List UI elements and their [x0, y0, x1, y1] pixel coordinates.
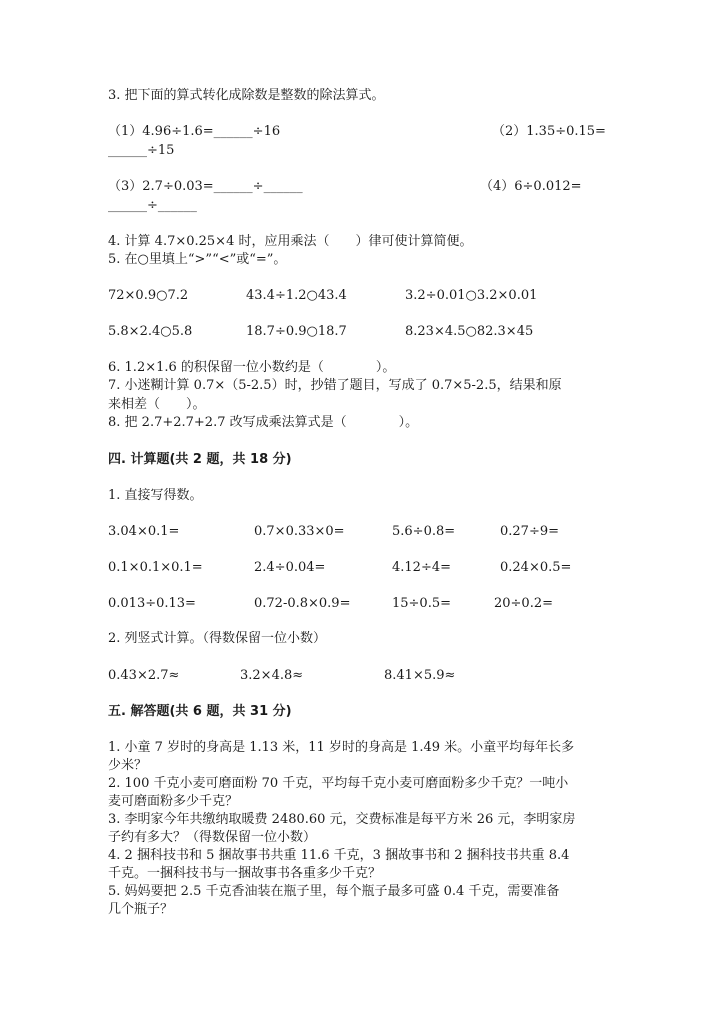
- q5-r2-c2: 18.7÷0.9○18.7: [246, 324, 347, 339]
- calc-r1-c2: 0.7×0.33×0=: [254, 524, 345, 539]
- calc-r1-c1: 3.04×0.1=: [108, 524, 180, 539]
- word-problem-line: 少米？: [108, 758, 148, 773]
- q3-item-4-a: （4）6÷0.012=: [480, 179, 582, 194]
- section-4-heading: 四. 计算题(共 2 题，共 18 分): [108, 452, 292, 467]
- q3-title: 3. 把下面的算式转化成除数是整数的除法算式。: [108, 88, 385, 103]
- q5-r2-c1: 5.8×2.4○5.8: [108, 324, 193, 339]
- q3-item-4-b: ______÷______: [108, 198, 197, 213]
- q7-text-a: 7. 小迷糊计算 0.7×（5-2.5）时，抄错了题目，写成了 0.7×5-2.5，结果和原: [108, 378, 562, 393]
- q8-text: 8. 把 2.7+2.7+2.7 改写成乘法算式是（ ）。: [108, 415, 419, 430]
- q6-text: 6. 1.2×1.6 的积保留一位小数约是（ ）。: [108, 360, 396, 375]
- calc-r2-c3: 4.12÷4=: [392, 560, 452, 575]
- vertical-calc-3: 8.41×5.9≈: [384, 668, 456, 683]
- q3-item-2-a: （2）1.35÷0.15=: [492, 124, 606, 139]
- q5-r1-c1: 72×0.9○7.2: [108, 288, 189, 303]
- section-5-heading: 五. 解答题(共 6 题，共 31 分): [108, 704, 292, 719]
- calc-r1-c3: 5.6÷0.8=: [392, 524, 456, 539]
- calc-r2-c4: 0.24×0.5=: [500, 560, 572, 575]
- calc-r3-c2: 0.72-0.8×0.9=: [254, 596, 351, 611]
- q5-r1-c3: 3.2÷0.01○3.2×0.01: [405, 288, 538, 303]
- word-problem-line: 2. 100 千克小麦可磨面粉 70 千克，平均每千克小麦可磨面粉多少千克？一吨小: [108, 776, 569, 791]
- q5-r2-c3: 8.23×4.5○82.3×45: [405, 324, 534, 339]
- word-problem-line: 子约有多大？（得数保留一位小数）: [108, 830, 317, 845]
- q5-title: 5. 在○里填上“>”“<”或“=”。: [108, 252, 287, 267]
- vertical-calc-2: 3.2×4.8≈: [240, 668, 304, 683]
- q5-r1-c2: 43.4÷1.2○43.4: [246, 288, 347, 303]
- word-problem-line: 4. 2 捆科技书和 5 捆故事书共重 11.6 千克，3 捆故事书和 2 捆科技书共重 8.4: [108, 848, 570, 863]
- q3-item-2-b: ______÷15: [108, 143, 175, 158]
- calc-r3-c4: 20÷0.2=: [494, 596, 554, 611]
- q4-text: 4. 计算 4.7×0.25×4 时，应用乘法（ ）律可使计算简便。: [108, 234, 473, 249]
- section-4-sub-2: 2. 列竖式计算。（得数保留一位小数）: [108, 631, 327, 646]
- word-problem-line: 麦可磨面粉多少千克？: [108, 794, 239, 809]
- word-problem-line: 千克。一捆科技书与一捆故事书各重多少千克？: [108, 866, 382, 881]
- calc-r2-c1: 0.1×0.1×0.1=: [108, 560, 203, 575]
- q3-item-1: （1）4.96÷1.6=______÷16: [108, 124, 281, 139]
- word-problem-line: 5. 妈妈要把 2.5 千克香油装在瓶子里，每个瓶子最多可盛 0.4 千克，需要准备: [108, 884, 560, 899]
- calc-r3-c3: 15÷0.5=: [392, 596, 452, 611]
- vertical-calc-1: 0.43×2.7≈: [108, 668, 180, 683]
- section-4-sub-1: 1. 直接写得数。: [108, 488, 203, 503]
- word-problem-line: 几个瓶子？: [108, 902, 174, 917]
- calc-r1-c4: 0.27÷9=: [500, 524, 560, 539]
- calc-r3-c1: 0.013÷0.13=: [108, 596, 196, 611]
- word-problem-line: 1. 小童 7 岁时的身高是 1.13 米，11 岁时的身高是 1.49 米。小童平均每年长多: [108, 740, 575, 755]
- q3-item-3: （3）2.7÷0.03=______÷______: [108, 179, 303, 194]
- word-problem-line: 3. 李明家今年共缴纳取暖费 2480.60 元，交费标准是每平方米 26 元，李明家房: [108, 812, 576, 827]
- calc-r2-c2: 2.4÷0.04=: [254, 560, 326, 575]
- q7-text-b: 来相差（ ）。: [108, 397, 206, 412]
